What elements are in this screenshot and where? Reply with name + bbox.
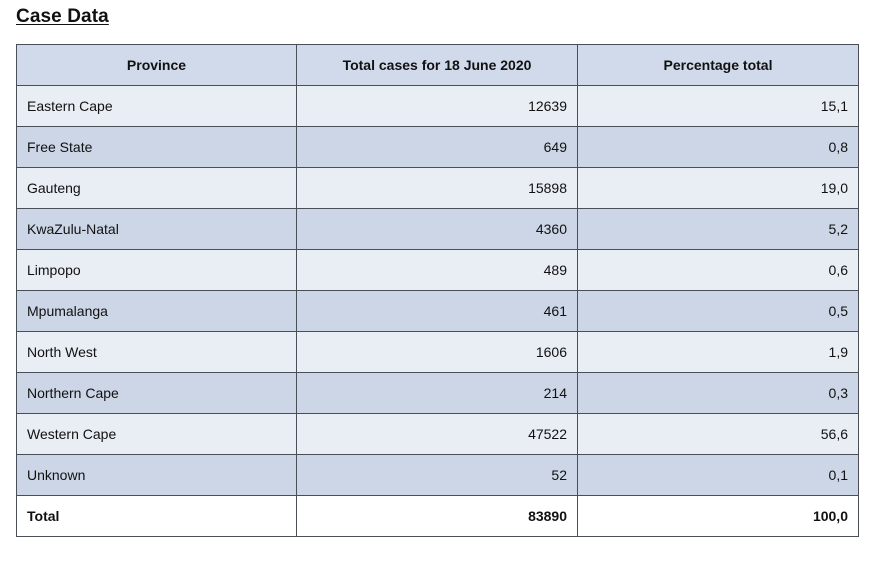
table-row (17, 127, 859, 168)
percent-cell: 0,5 (578, 291, 859, 332)
province-cell: KwaZulu-Natal (17, 209, 297, 250)
province-cell: Unknown (17, 455, 297, 496)
percent-cell: 19,0 (578, 168, 859, 209)
province-cell: Free State (17, 127, 297, 168)
table-row (17, 86, 859, 127)
percent-cell: 0,1 (578, 455, 859, 496)
cases-cell: 461 (297, 291, 578, 332)
province-cell: Eastern Cape (17, 86, 297, 127)
cases-cell: 4360 (297, 209, 578, 250)
percent-cell: 56,6 (578, 414, 859, 455)
percent-cell: 0,6 (578, 250, 859, 291)
table-row (17, 209, 859, 250)
header-province: Province (17, 45, 297, 86)
province-cell: Limpopo (17, 250, 297, 291)
header-total-cases: Total cases for 18 June 2020 (297, 45, 578, 86)
total-label-cell: Total (17, 496, 297, 537)
cases-cell: 1606 (297, 332, 578, 373)
percent-cell: 15,1 (578, 86, 859, 127)
province-cell: Gauteng (17, 168, 297, 209)
cases-cell: 649 (297, 127, 578, 168)
case-data-table (16, 44, 859, 537)
total-percent-cell: 100,0 (578, 496, 859, 537)
province-cell: Mpumalanga (17, 291, 297, 332)
province-cell: North West (17, 332, 297, 373)
cases-cell: 52 (297, 455, 578, 496)
table-row (17, 414, 859, 455)
table-row (17, 250, 859, 291)
cases-cell: 214 (297, 373, 578, 414)
table-row (17, 373, 859, 414)
cases-cell: 489 (297, 250, 578, 291)
table-row (17, 168, 859, 209)
percent-cell: 0,8 (578, 127, 859, 168)
table-header-row (17, 45, 859, 86)
percent-cell: 5,2 (578, 209, 859, 250)
table-row (17, 332, 859, 373)
table-row (17, 291, 859, 332)
percent-cell: 1,9 (578, 332, 859, 373)
header-percentage-total: Percentage total (578, 45, 859, 86)
table-row (17, 455, 859, 496)
cases-cell: 47522 (297, 414, 578, 455)
total-row (17, 496, 859, 537)
province-cell: Northern Cape (17, 373, 297, 414)
province-cell: Western Cape (17, 414, 297, 455)
percent-cell: 0,3 (578, 373, 859, 414)
page-title: Case Data (16, 6, 109, 27)
cases-cell: 12639 (297, 86, 578, 127)
cases-cell: 15898 (297, 168, 578, 209)
total-cases-cell: 83890 (297, 496, 578, 537)
